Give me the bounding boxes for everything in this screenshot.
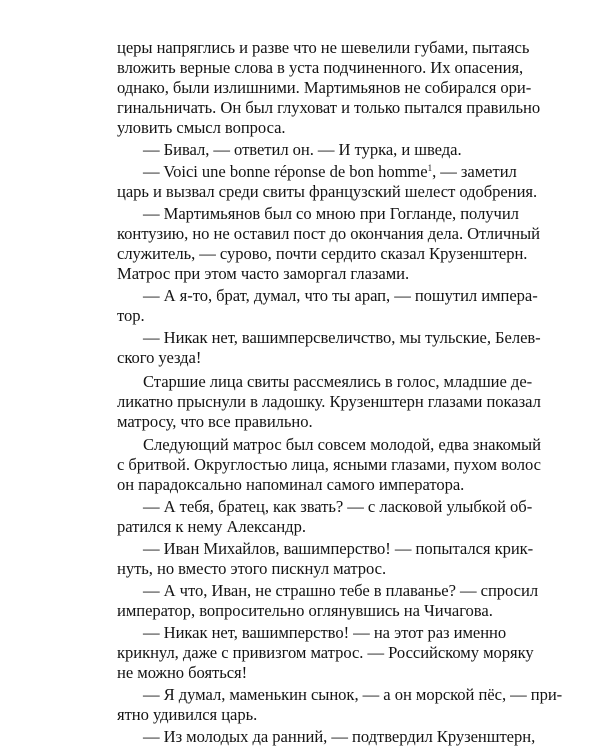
text-line: нуть, но вместо этого пискнул матрос.: [117, 559, 387, 578]
text-line: — А я-то, брат, думал, что ты арап, — пошутил импера-: [143, 286, 538, 305]
text-line: церы напряглись и разве что не шевелили губами, пытаясь: [117, 38, 530, 57]
text-line: матросу, что все правильно.: [117, 412, 313, 431]
text-line: — А что, Иван, не страшно тебе в плаванье? — спросил: [143, 581, 539, 600]
text-line: контузию, но не оставил пост до окончания дела. Отличный: [117, 224, 540, 243]
text-line: ликатно прыснули в ладошку. Крузенштерн глазами показал: [117, 392, 541, 411]
footnote-reference: 1: [427, 163, 433, 173]
text-line: Матрос при этом часто заморгал глазами.: [117, 264, 410, 283]
text-line: император, вопросительно оглянувшись на Чичагова.: [117, 601, 493, 620]
text-line: не можно бояться!: [117, 663, 248, 682]
text-line: — Из молодых да ранний, — подтвердил Крузенштерн,: [143, 727, 536, 746]
text-line: тор.: [117, 306, 145, 325]
text-line: — Никак нет, вашимперсвеличство, мы тульские, Белев-: [143, 328, 541, 347]
text-line: — Иван Михайлов, вашимперство! — попытался крик-: [143, 539, 534, 558]
text-line: он парадоксально напоминал самого императора.: [117, 475, 465, 494]
text-line: — Я думал, маменькин сынок, — а он морской пёс, — при-: [143, 685, 563, 704]
text-span: — Voici une bonne réponse de bon homme: [143, 162, 428, 181]
text-line: Старшие лица свиты рассмеялись в голос, младшие де-: [143, 372, 533, 391]
text-line: — Мартимьянов был со мною при Гогланде, получил: [143, 204, 519, 223]
text-line: ятно удивился царь.: [117, 705, 258, 724]
text-line: — Никак нет, вашимперство! — на этот раз именно: [143, 623, 507, 642]
text-line: ратился к нему Александр.: [117, 517, 306, 536]
text-line: служитель, — сурово, почти сердито сказал Крузенштерн.: [117, 244, 528, 263]
text-span: , — заметил: [432, 162, 517, 181]
text-line: — А тебя, братец, как звать? — с ласковой улыбкой об-: [143, 497, 533, 516]
text-line: царь и вызвал среди свиты французский шелест одобрения.: [117, 182, 538, 201]
text-line: гинальничать. Он был глуховат и только пытался правильно: [117, 98, 541, 117]
text-line: вложить верные слова в уста подчиненного. Их опасения,: [117, 58, 524, 77]
text-line: крикнул, даже с привизгом матрос. — Российскому моряку: [117, 643, 534, 662]
text-line: уловить смысл вопроса.: [117, 118, 286, 137]
text-line: однако, были излишними. Мартимьянов не собирался ори-: [117, 78, 532, 97]
text-line-with-footnote-ref: [143, 162, 517, 182]
text-line: с бритвой. Округлостью лица, ясными глазами, пухом волос: [117, 455, 541, 474]
text-line: — Бивал, — ответил он. — И турка, и шведа.: [143, 140, 462, 159]
text-line: Следующий матрос был совсем молодой, едва знакомый: [143, 435, 541, 454]
text-line: ского уезда!: [117, 348, 202, 367]
